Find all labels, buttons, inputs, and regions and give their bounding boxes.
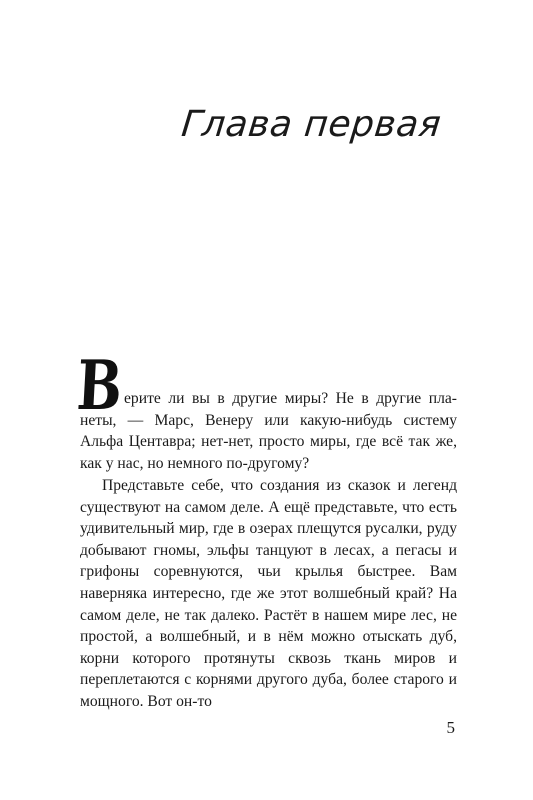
paragraph-first (80, 388, 457, 474)
page-number: 5 (446, 718, 455, 737)
paragraph-second: Представьте себе, что создания из сказок и легенд существуют на самом деле. А ещё представьте, что есть удивительный мир, где в озерах плещутся русалки, руду добывают гномы, эльфы танцуют в лесах, а пегасы и грифоны соревнуются, чьи крылья быстрее. Вам наверняка интересно, где же этот волшебный край? На самом деле, не так далеко. Растёт в нашем мире лес, не простой, а волшебный, и в нём можно отыскать дуб, корни которого протянуты сквозь ткань миров и переплетаются с корнями другого дуба, более старого и мощного. Вот он-то (80, 477, 457, 710)
paragraph-first-rest: неты, — Марс, Венеру или какую-нибудь систему Альфа Центавра; нет-нет, просто миры, где всё так же, как у нас, но немного по-другому? (80, 411, 457, 472)
paragraph-first-line: ерите ли вы в другие миры? Не в другие пла- (124, 390, 457, 407)
drop-cap-letter: В (74, 346, 125, 426)
chapter-title: Глава первая (179, 104, 444, 146)
